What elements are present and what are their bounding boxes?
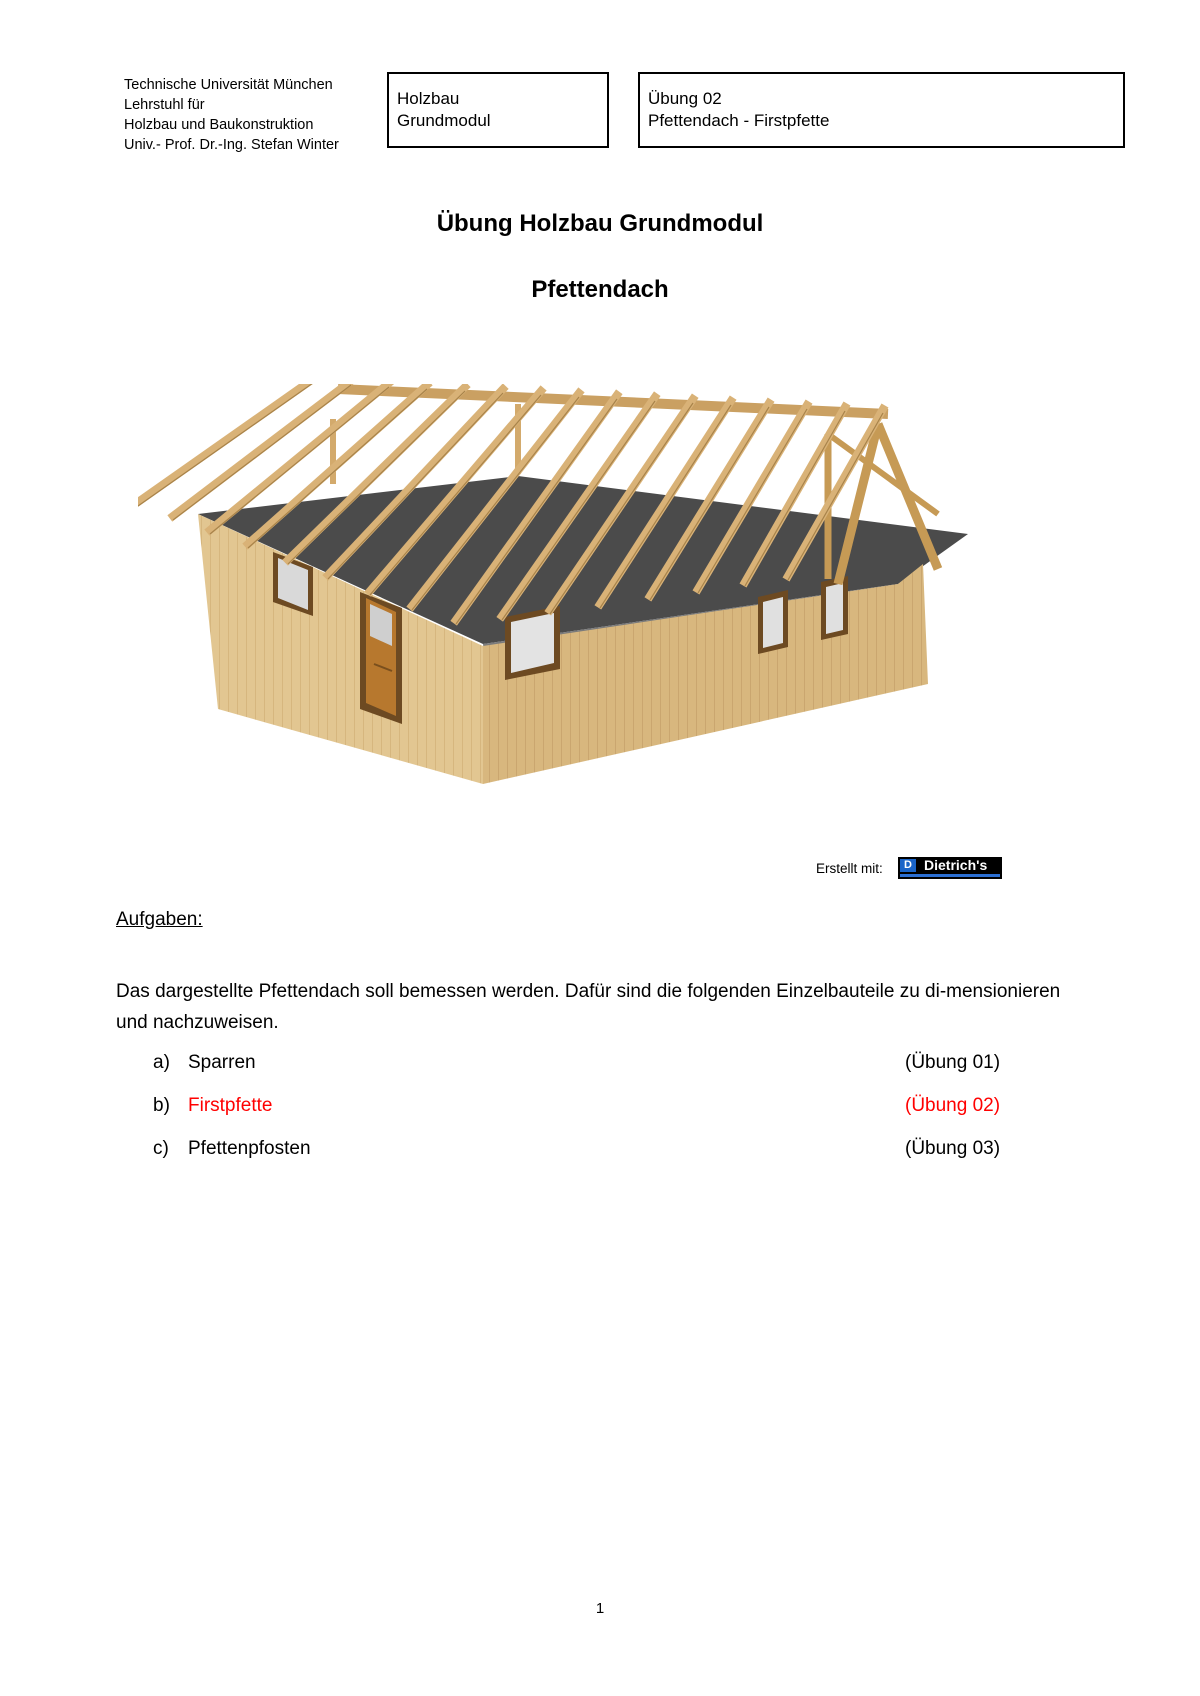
task-name: Firstpfette bbox=[188, 1095, 273, 1116]
front-door bbox=[360, 592, 402, 724]
task-label: b) bbox=[153, 1095, 170, 1116]
logo-text: Dietrich's bbox=[924, 857, 988, 873]
task-label: c) bbox=[153, 1138, 169, 1159]
logo-mark: D bbox=[900, 859, 916, 872]
institution-line: Lehrstuhl für bbox=[124, 97, 205, 113]
module-box bbox=[387, 72, 609, 148]
exercise-box bbox=[638, 72, 1125, 148]
document-subtitle: Pfettendach bbox=[531, 276, 669, 303]
institution-line: Univ.- Prof. Dr.-Ing. Stefan Winter bbox=[124, 137, 339, 153]
task-ref: (Übung 01) bbox=[905, 1052, 1001, 1073]
exercise-line: Übung 02 bbox=[648, 89, 722, 108]
task-name: Sparren bbox=[188, 1052, 256, 1073]
task-item-highlighted bbox=[0, 1095, 1200, 1123]
page-number: 1 bbox=[595, 1600, 605, 1617]
window bbox=[505, 606, 560, 680]
exercise-line: Pfettendach - Firstpfette bbox=[648, 111, 830, 130]
module-line: Holzbau bbox=[397, 89, 460, 108]
task-name: Pfettenpfosten bbox=[188, 1138, 311, 1159]
house-drawing bbox=[138, 384, 1008, 784]
document-title: Übung Holzbau Grundmodul bbox=[436, 210, 764, 237]
task-item bbox=[0, 1052, 1200, 1080]
intro-paragraph: Das dargestellte Pfettendach soll bemessen werden. Dafür sind die folgenden Einzelbauteile zu di-mensionieren und nachzuweisen. bbox=[116, 981, 1061, 1033]
task-ref: (Übung 03) bbox=[905, 1138, 1001, 1159]
house-illustration bbox=[138, 384, 1008, 784]
institution-line: Technische Universität München bbox=[124, 77, 333, 93]
institution-line: Holzbau und Baukonstruktion bbox=[124, 117, 314, 133]
task-item bbox=[0, 1138, 1200, 1166]
task-ref: (Übung 02) bbox=[905, 1095, 1001, 1116]
window bbox=[821, 576, 848, 640]
module-line: Grundmodul bbox=[397, 111, 491, 130]
credit-label: Erstellt mit: bbox=[816, 861, 883, 876]
task-label: a) bbox=[153, 1052, 170, 1073]
window bbox=[758, 590, 788, 654]
dietrichs-logo bbox=[898, 857, 1002, 879]
institution-block bbox=[124, 75, 384, 155]
tasks-heading: Aufgaben: bbox=[116, 909, 203, 930]
logo-stripe bbox=[900, 874, 1000, 877]
